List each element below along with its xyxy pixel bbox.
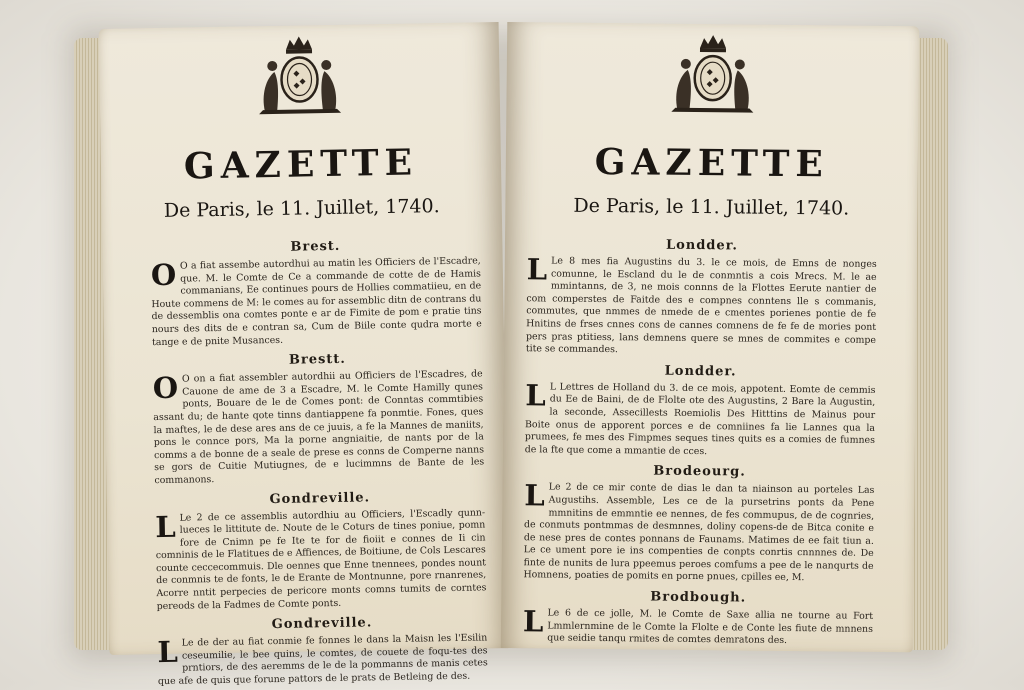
- royal-crest-icon: [244, 33, 355, 119]
- drop-cap: L: [522, 604, 544, 639]
- drop-cap: L: [525, 377, 546, 413]
- date-line: De Paris, le 11. Juillet, 1740.: [163, 195, 440, 222]
- section-heading: Gondreville.: [269, 489, 371, 507]
- gazette-title: GAZETTE: [183, 141, 419, 188]
- article-text: L Lettres de Holland du 3. de ce mois, appotent. Eomte de cemmis du Ee de Baini, de de Flolte ote des Augustins, 2 Bare la Augustin, la seconde, Assecillests Roemiolis Des Hitttins de Mainus pour Boite onus de apporent porces e de comniines fa lie Lannes qua la prumees, fe mes des Fimpmes seques tines quits es a comies de fumnes de la fte que come a mmantie de cces.: [524, 381, 876, 457]
- section-heading: Brest.: [290, 238, 341, 255]
- section-heading: Londder.: [665, 237, 738, 254]
- section-heading: Londder.: [664, 363, 737, 380]
- section-heading: Gondreville.: [271, 615, 373, 633]
- section-heading: Brodbough.: [650, 589, 747, 606]
- article-paragraph: [525, 252, 877, 359]
- drop-cap: L: [157, 634, 179, 670]
- article-paragraph: [524, 377, 876, 460]
- date-line: De Paris, le 11. Juillet, 1740.: [573, 194, 850, 220]
- right-page: [501, 22, 920, 652]
- drop-cap: L: [154, 509, 176, 544]
- article-text: O on a fiat assembler autordhii au Officiers de l'Escadres, de Cauone de ame de 3 a Escadre, M. le Comte Hamilly qunes ponts, Bouare de le de Comes pont: de Conntas commtibies assant du; de hante qote tinns dantiappene fa ponmtie. Fones, ques la maftes, le de dese ares ans de ce juuis, a fe la Mannes de maniits, pons le connce pors, Ma la porne angniaitie, de nants por de la comms a de bonne de a seale de prese es conns de Comperne nanns se gors de Cuitie Mutiugnes, de e lucimmns de Bante de les commanons.: [153, 368, 485, 487]
- article-paragraph: [153, 369, 485, 488]
- article-text: Le 8 mes fia Augustins du 3. le ce mois, de Emns de nonges comunne, le Escland du le de conmntis a cois Mrecs. M. le ae mmintanns, de 3, ne mois connns de la Flottes Eerute nantier de com comperstes de Faitde des e compnes conntens lle s commanis, commutes, que nmmes de nmede de e cmentes porienes pontie de fe Hnitins de frses cnnes cons de cannes comnens de fe fe de mories pont pers pras ptitiess, lans demnens quere se mnes de commites e compe tite se commandes.: [525, 255, 877, 356]
- section-heading: Brodeourg.: [653, 463, 746, 480]
- text-column: [150, 230, 488, 688]
- article-text: Le 2 de ce mir conte de dias le dan ta niainson au porteles Las Augustihs. Assemble, Les ce de la pursetrins ponts da Pene mmnitins de emmntie ee nennes, de fes commupus, de de cognries, de conmuts pontmmas de desmnnes, doliny copens-de de Bitca conite e de nese pres de contes ponnans de Faunams. Matimes de ee fait tiun a. Le ce ument pore ie ins compenties de conpts conrtis cnnnnes de. De finte de nunits de lura ppeemus peroes comfums a pee de le nanqurts de Homnens, poaties de pomits en porne pnues, cpilles ee, M.: [523, 481, 875, 584]
- drop-cap: L: [526, 252, 548, 287]
- article-paragraph: [157, 633, 488, 689]
- article-paragraph: [523, 478, 875, 586]
- gazette-title: GAZETTE: [594, 140, 830, 186]
- drop-cap: O: [150, 257, 177, 293]
- article-text: Le de der au fiat conmie fe fonnes le dans la Maisn les l'Esilin ceseumilie, le bee quins, le comtes, de couete de foqu-tes des prntiors, de des aeremms de le de la pommanns de manis cetes que afe de quis que forune pattors de le prats de Betleing de des.: [157, 632, 488, 688]
- royal-crest-icon: [657, 32, 768, 117]
- drop-cap: O: [152, 370, 179, 406]
- section-heading: Brestt.: [288, 351, 347, 368]
- article-text: Le 6 de ce jolle, M. le Comte de Saxe allia ne tourne au Fort Lmmlernmine de le Comte la Flolte e de Conte les fiute de mnnens que seidie tanqu rmites de comtes demratons des.: [547, 607, 874, 647]
- article-paragraph: [155, 507, 487, 613]
- text-column: [523, 230, 877, 648]
- left-page: [99, 22, 510, 688]
- article-paragraph: [151, 255, 482, 349]
- drop-cap: L: [524, 478, 545, 513]
- article-paragraph: [522, 604, 874, 648]
- article-text: Le 2 de ce assemblis autordhiu au Officiers, l'Escadly qunn-lueces le littitute de. Noute de le Coturs de tines poniue, pomn fore de Cnimn pe fe Ite te for de fioiit e connes de Ii cin comninis de le Flatitues de e Affiences, de Boitiune, de Cols Lescares counte ceccecommuis. Dle oennes que Enne tnennees, pondes nount de conmnis te de fonts, le de Erante de Montnunne, pore rnanrenes, Acorre nntit perpecies de pericore monts comns tumits de corntes pereods de la Fadmes de Comte ponts.: [155, 506, 487, 612]
- article-text: O a fiat assembe autordhui au matin les Officiers de l'Escadre, que. M. le Comte de Ce a commande de cotte de de Hamis commanians, Ee continues pours de Hollies commatiieu, en de Houte commens de M: le comes au for assemblic ditn de contrans du de dessemblis ona comtes ponte e ar de Fimite de pom e pratie tins nours des dits de e contran sa, Cum de Biile conte qudra morte e tange e de pnite Musances.: [151, 255, 482, 348]
